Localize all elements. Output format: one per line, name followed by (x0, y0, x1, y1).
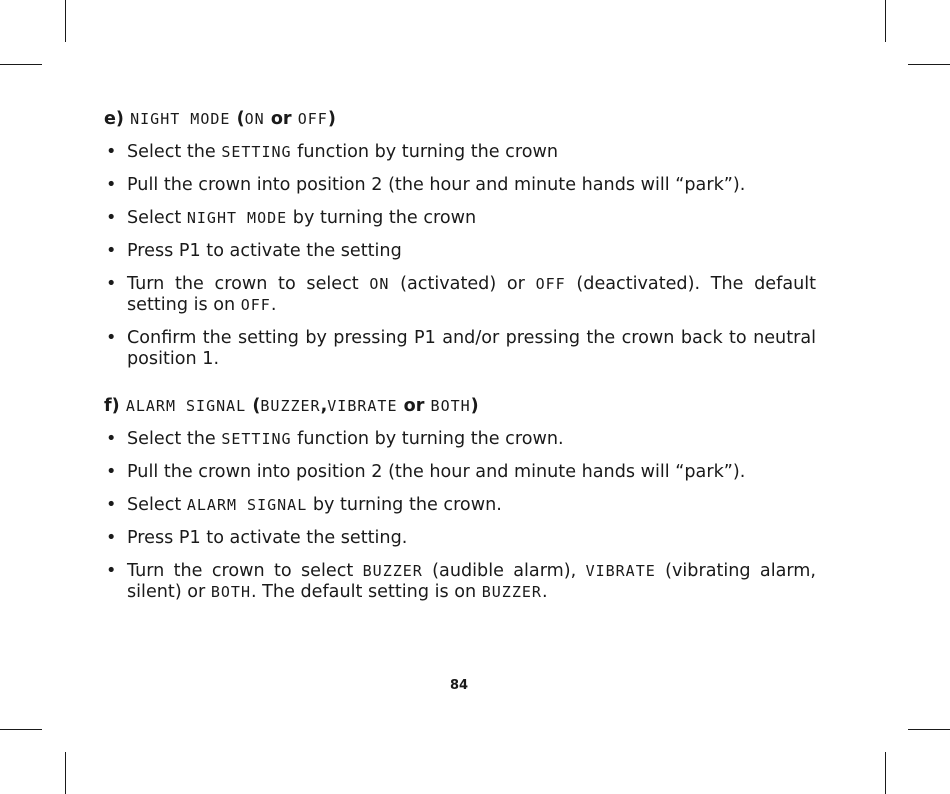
lcd-off: OFF (535, 275, 566, 293)
text: (audible alarm), (432, 561, 577, 581)
lcd-setting: SETTING (221, 143, 292, 161)
lcd-vibrate: VIBRATE (585, 562, 656, 580)
lcd-buzzer: BUZZER (260, 397, 321, 415)
crop-mark-br-h (908, 729, 950, 730)
lcd-night-mode: NIGHT MODE (186, 209, 288, 227)
section-e-heading (104, 109, 816, 130)
text: (vibrating alarm, silent) or (127, 561, 817, 602)
list-item (104, 462, 816, 483)
text: (activated) or (400, 274, 525, 294)
section-e-label: e) (104, 109, 124, 129)
text: Turn the crown to select (127, 561, 354, 581)
lcd-off: OFF (240, 296, 271, 314)
comma: , (320, 396, 328, 416)
crop-mark-bl-v (65, 752, 66, 794)
list-item (104, 142, 816, 163)
lcd-night-mode: NIGHT MODE (130, 110, 231, 128)
paren-open: ( (236, 109, 245, 129)
text: (deactivated). The default setting is on (127, 274, 817, 315)
crop-mark-tl-v (65, 0, 66, 42)
crop-mark-tr-v (885, 0, 886, 42)
lcd-off: OFF (297, 110, 328, 128)
crop-mark-br-v (885, 752, 886, 794)
section-f-label: f) (104, 396, 120, 416)
crop-mark-bl-h (0, 729, 42, 730)
lcd-alarm-signal: ALARM SIGNAL (186, 496, 308, 514)
text: function by turning the crown (297, 142, 559, 162)
or-word: or (270, 109, 292, 129)
text: Press P1 to activate the setting. (127, 528, 408, 548)
text: function by turning the crown. (297, 429, 564, 449)
section-f-list (104, 429, 816, 603)
list-item (104, 561, 816, 603)
text: Turn the crown to select (127, 274, 359, 294)
text: Select (127, 495, 182, 515)
list-item (104, 274, 816, 316)
text: Pull the crown into position 2 (the hour and minute hands will “park”). (127, 175, 746, 195)
text: by turning the crown. (312, 495, 502, 515)
crop-mark-tr-h (908, 64, 950, 65)
paren-close: ) (327, 109, 336, 129)
lcd-buzzer: BUZZER (481, 583, 542, 601)
lcd-alarm-signal: ALARM SIGNAL (125, 397, 247, 415)
section-f-heading (104, 396, 816, 417)
list-item (104, 429, 816, 450)
text: . (270, 295, 277, 315)
text: by turning the crown (292, 208, 477, 228)
lcd-vibrate: VIBRATE (327, 397, 398, 415)
paren-close: ) (470, 396, 479, 416)
text: Select the (127, 429, 216, 449)
list-item (104, 241, 816, 262)
lcd-setting: SETTING (221, 430, 292, 448)
lcd-buzzer: BUZZER (362, 562, 423, 580)
text: Select the (127, 142, 216, 162)
or-word: or (403, 396, 425, 416)
section-e-list (104, 142, 816, 370)
lcd-on: ON (369, 275, 390, 293)
page-content (104, 109, 816, 603)
text: . (541, 582, 548, 602)
list-item (104, 328, 816, 370)
list-item (104, 528, 816, 549)
paren-open: ( (252, 396, 261, 416)
text: Confirm the setting by pressing P1 and/or pressing the crown back to neutral position 1. (127, 328, 816, 369)
lcd-both: BOTH (210, 583, 251, 601)
lcd-on: ON (244, 110, 265, 128)
text: Press P1 to activate the setting (127, 241, 402, 261)
lcd-both: BOTH (430, 397, 471, 415)
crop-mark-tl-h (0, 64, 42, 65)
list-item (104, 175, 816, 196)
page-number: 84 (449, 678, 469, 693)
list-item (104, 495, 816, 516)
text: . The default setting is on (251, 582, 477, 602)
list-item (104, 208, 816, 229)
text: Pull the crown into position 2 (the hour and minute hands will “park”). (127, 462, 746, 482)
text: Select (127, 208, 182, 228)
